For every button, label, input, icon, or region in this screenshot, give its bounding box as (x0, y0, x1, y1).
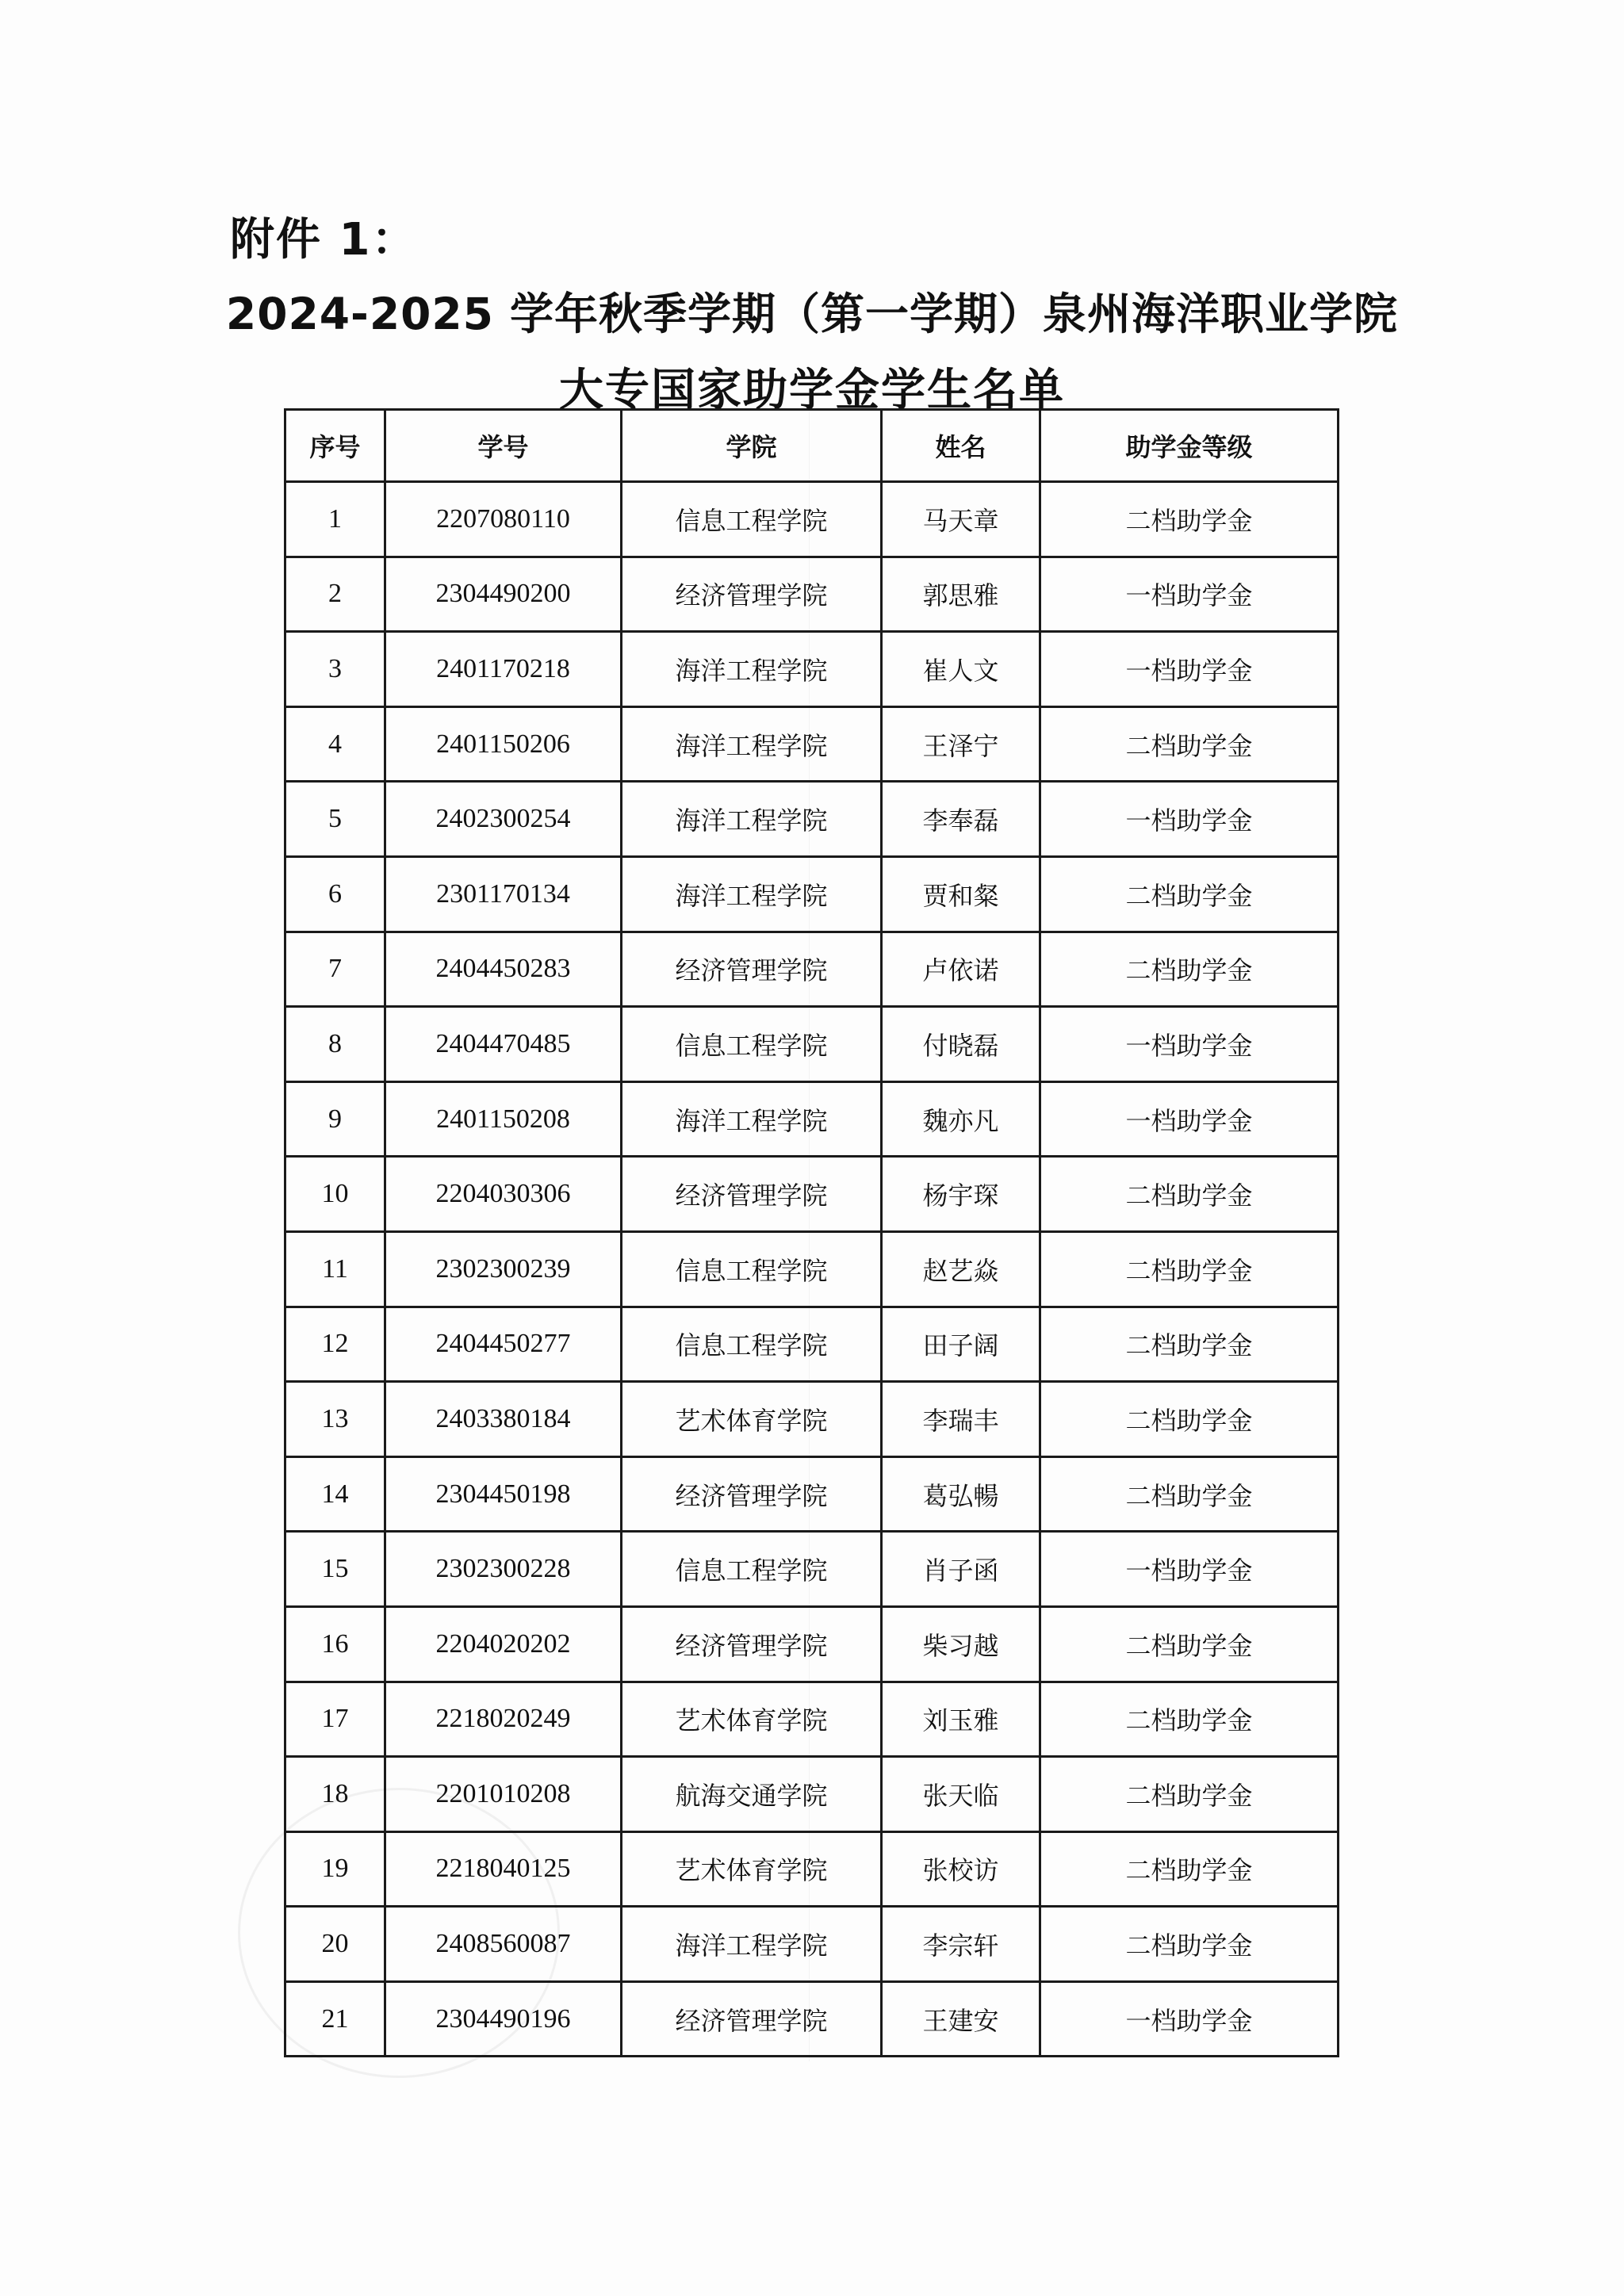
table-row (285, 1382, 1339, 1457)
table-body (285, 482, 1339, 2057)
cell-name: 王建安 (882, 1981, 1040, 2057)
table-row (285, 1757, 1339, 1832)
cell-grade: 一档助学金 (1040, 782, 1339, 857)
cell-name: 肖子函 (882, 1532, 1040, 1607)
cell-grade: 二档助学金 (1040, 706, 1339, 782)
cell-grade: 二档助学金 (1040, 1382, 1339, 1457)
cell-student-id: 2301170134 (385, 856, 622, 932)
cell-name: 张校访 (882, 1831, 1040, 1907)
cell-grade: 二档助学金 (1040, 1456, 1339, 1532)
cell-name: 郭思雅 (882, 557, 1040, 632)
table-row (285, 482, 1339, 557)
cell-name: 张天临 (882, 1757, 1040, 1832)
table-row (285, 1157, 1339, 1232)
cell-college: 经济管理学院 (622, 1456, 882, 1532)
cell-index: 2 (285, 557, 385, 632)
cell-student-id: 2304490200 (385, 557, 622, 632)
cell-name: 柴习越 (882, 1606, 1040, 1682)
header-student-id: 学号 (385, 410, 622, 482)
cell-college: 艺术体育学院 (622, 1682, 882, 1757)
table-row (285, 1307, 1339, 1382)
cell-grade: 二档助学金 (1040, 1606, 1339, 1682)
table-row (285, 782, 1339, 857)
cell-grade: 二档助学金 (1040, 1307, 1339, 1382)
table-row (285, 557, 1339, 632)
cell-college: 海洋工程学院 (622, 1081, 882, 1157)
cell-student-id: 2218040125 (385, 1831, 622, 1907)
cell-student-id: 2404450283 (385, 932, 622, 1007)
cell-student-id: 2204020202 (385, 1606, 622, 1682)
cell-college: 经济管理学院 (622, 1157, 882, 1232)
cell-student-id: 2401170218 (385, 632, 622, 707)
document-subtitle: 大专国家助学金学生名单 (559, 365, 1065, 416)
cell-student-id: 2402300254 (385, 782, 622, 857)
cell-grade: 二档助学金 (1040, 932, 1339, 1007)
table-row (285, 932, 1339, 1007)
cell-name: 马天章 (882, 482, 1040, 557)
cell-name: 崔人文 (882, 632, 1040, 707)
cell-name: 王泽宁 (882, 706, 1040, 782)
cell-college: 海洋工程学院 (622, 856, 882, 932)
cell-index: 8 (285, 1007, 385, 1082)
attachment-label: 附件 1： (230, 214, 418, 266)
cell-grade: 二档助学金 (1040, 1907, 1339, 1982)
header-grade: 助学金等级 (1040, 410, 1339, 482)
cell-student-id: 2401150208 (385, 1081, 622, 1157)
cell-grade: 一档助学金 (1040, 632, 1339, 707)
cell-college: 信息工程学院 (622, 1532, 882, 1607)
cell-name: 李奉磊 (882, 782, 1040, 857)
cell-index: 13 (285, 1382, 385, 1457)
cell-index: 15 (285, 1532, 385, 1607)
cell-name: 杨宇琛 (882, 1157, 1040, 1232)
cell-index: 4 (285, 706, 385, 782)
cell-student-id: 2404470485 (385, 1007, 622, 1082)
cell-grade: 二档助学金 (1040, 482, 1339, 557)
cell-index: 3 (285, 632, 385, 707)
cell-name: 赵艺焱 (882, 1231, 1040, 1307)
cell-student-id: 2302300228 (385, 1532, 622, 1607)
student-list-table (284, 408, 1339, 2057)
cell-name: 葛弘暢 (882, 1456, 1040, 1532)
cell-index: 18 (285, 1757, 385, 1832)
cell-index: 16 (285, 1606, 385, 1682)
cell-index: 21 (285, 1981, 385, 2057)
header-college: 学院 (622, 410, 882, 482)
table-row (285, 856, 1339, 932)
cell-grade: 二档助学金 (1040, 1831, 1339, 1907)
cell-college: 海洋工程学院 (622, 782, 882, 857)
cell-grade: 一档助学金 (1040, 1081, 1339, 1157)
cell-name: 李宗轩 (882, 1907, 1040, 1982)
cell-index: 9 (285, 1081, 385, 1157)
cell-college: 信息工程学院 (622, 1307, 882, 1382)
cell-name: 卢依诺 (882, 932, 1040, 1007)
cell-index: 6 (285, 856, 385, 932)
cell-name: 贾和粲 (882, 856, 1040, 932)
cell-college: 经济管理学院 (622, 932, 882, 1007)
cell-student-id: 2302300239 (385, 1231, 622, 1307)
cell-college: 信息工程学院 (622, 1231, 882, 1307)
cell-college: 信息工程学院 (622, 482, 882, 557)
cell-college: 经济管理学院 (622, 1981, 882, 2057)
header-name: 姓名 (882, 410, 1040, 482)
cell-student-id: 2218020249 (385, 1682, 622, 1757)
cell-student-id: 2404450277 (385, 1307, 622, 1382)
table-row (285, 706, 1339, 782)
cell-index: 20 (285, 1907, 385, 1982)
cell-grade: 二档助学金 (1040, 1682, 1339, 1757)
cell-college: 经济管理学院 (622, 557, 882, 632)
cell-college: 航海交通学院 (622, 1757, 882, 1832)
cell-name: 付晓磊 (882, 1007, 1040, 1082)
table-row (285, 1007, 1339, 1082)
table-row (285, 632, 1339, 707)
cell-grade: 一档助学金 (1040, 557, 1339, 632)
table-row (285, 1606, 1339, 1682)
cell-name: 魏亦凡 (882, 1081, 1040, 1157)
cell-index: 17 (285, 1682, 385, 1757)
cell-index: 19 (285, 1831, 385, 1907)
header-index: 序号 (285, 410, 385, 482)
cell-index: 1 (285, 482, 385, 557)
cell-index: 11 (285, 1231, 385, 1307)
cell-grade: 二档助学金 (1040, 856, 1339, 932)
cell-student-id: 2401150206 (385, 706, 622, 782)
cell-name: 田子阔 (882, 1307, 1040, 1382)
cell-name: 刘玉雅 (882, 1682, 1040, 1757)
table-header-row (285, 410, 1339, 482)
cell-college: 海洋工程学院 (622, 1907, 882, 1982)
table-row (285, 1231, 1339, 1307)
cell-index: 10 (285, 1157, 385, 1232)
table-row (285, 1907, 1339, 1982)
table-row (285, 1456, 1339, 1532)
cell-grade: 二档助学金 (1040, 1231, 1339, 1307)
cell-index: 7 (285, 932, 385, 1007)
table-row (285, 1081, 1339, 1157)
cell-index: 5 (285, 782, 385, 857)
cell-college: 海洋工程学院 (622, 632, 882, 707)
cell-college: 信息工程学院 (622, 1007, 882, 1082)
cell-student-id: 2204030306 (385, 1157, 622, 1232)
table-row (285, 1532, 1339, 1607)
table-row (285, 1831, 1339, 1907)
cell-student-id: 2304450198 (385, 1456, 622, 1532)
cell-college: 海洋工程学院 (622, 706, 882, 782)
table-row (285, 1981, 1339, 2057)
cell-college: 艺术体育学院 (622, 1831, 882, 1907)
cell-grade: 二档助学金 (1040, 1757, 1339, 1832)
cell-student-id: 2201010208 (385, 1757, 622, 1832)
cell-student-id: 2304490196 (385, 1981, 622, 2057)
cell-name: 李瑞丰 (882, 1382, 1040, 1457)
cell-grade: 一档助学金 (1040, 1532, 1339, 1607)
cell-college: 经济管理学院 (622, 1606, 882, 1682)
cell-college: 艺术体育学院 (622, 1382, 882, 1457)
table-row (285, 1682, 1339, 1757)
cell-index: 14 (285, 1456, 385, 1532)
cell-grade: 二档助学金 (1040, 1157, 1339, 1232)
cell-grade: 一档助学金 (1040, 1981, 1339, 2057)
document-title: 2024-2025 学年秋季学期（第一学期）泉州海洋职业学院 (225, 289, 1399, 339)
cell-student-id: 2403380184 (385, 1382, 622, 1457)
cell-grade: 一档助学金 (1040, 1007, 1339, 1082)
cell-student-id: 2207080110 (385, 482, 622, 557)
cell-index: 12 (285, 1307, 385, 1382)
cell-student-id: 2408560087 (385, 1907, 622, 1982)
